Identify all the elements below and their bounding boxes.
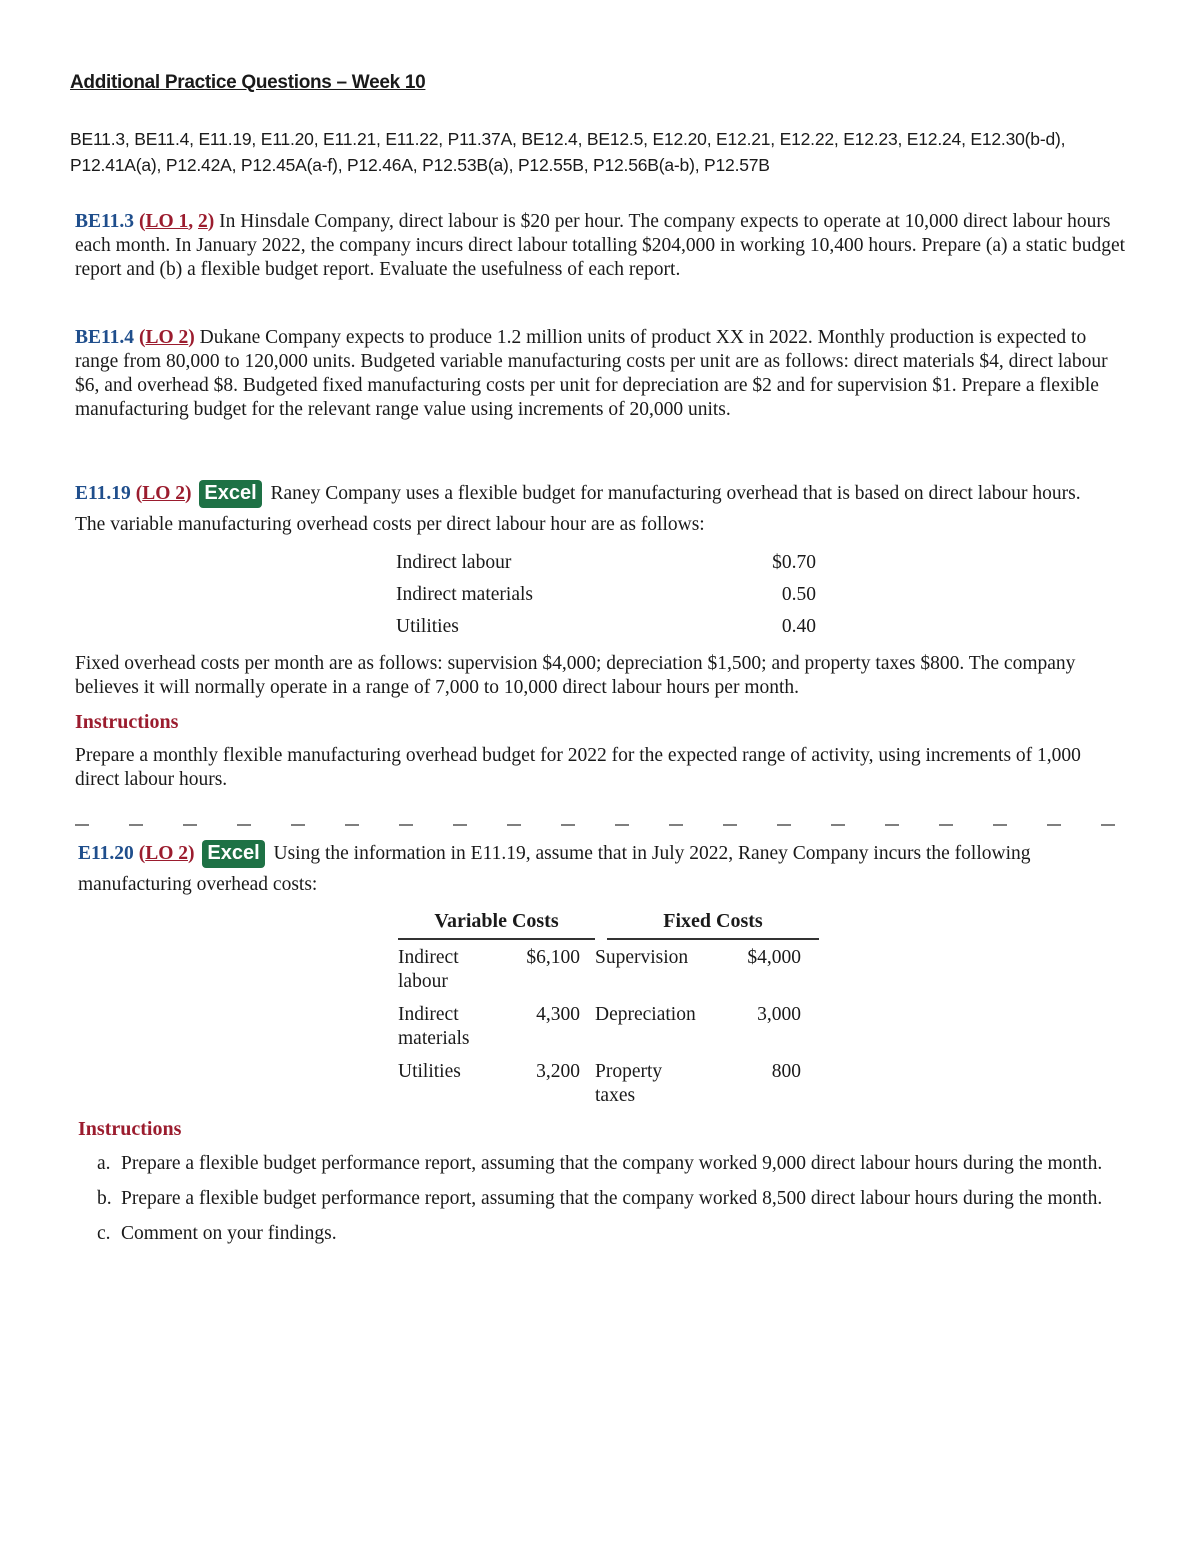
table-header-row bbox=[398, 906, 826, 940]
problem-text: Dukane Company expects to produce 1.2 million units of product XX in 2022. Monthly production is expected to range from 80,000 to 120,000 units. Budgeted variable manufacturing costs per unit are as follows: direct materials $4, direct labour $6, and overhead $8. Budgeted fixed manufacturing costs per unit for depreciation are $2 and for supervision $1. Prepare a flexible manufacturing budget for the relevant range value using increments of 20,000 units. bbox=[75, 327, 1108, 420]
problem-intro: Using the information in E11.19, assume that in July 2022, Raney Company incurs the following manufacturing overhead costs: bbox=[78, 843, 1031, 895]
table-row bbox=[398, 946, 826, 994]
list-item-text: Comment on your findings. bbox=[121, 1223, 337, 1244]
instructions-list bbox=[97, 1152, 1107, 1257]
variable-amount: 4,300 bbox=[536, 1004, 580, 1025]
table-row bbox=[396, 581, 816, 613]
lo-open: ( bbox=[138, 843, 146, 864]
lo-close: ) bbox=[188, 843, 195, 864]
lo-link[interactable]: LO 2 bbox=[145, 843, 188, 864]
document-title: Additional Practice Questions – Week 10 bbox=[70, 72, 426, 93]
problem-e11-20 bbox=[78, 838, 1098, 900]
list-item-text: Prepare a flexible budget performance report, assuming that the company worked 8,500 direct labour hours during the month. bbox=[121, 1188, 1103, 1209]
problem-text: In Hinsdale Company, direct labour is $20 per hour. The company expects to operate at 10,000 direct labour hours each month. In January 2022, the company incurs direct labour totalling $204,000 in working 10,400 hours. Prepare (a) a static budget report and (b) a flexible budget report. Evaluate the usefulness of each report. bbox=[75, 211, 1126, 280]
list-item bbox=[97, 1187, 1107, 1211]
fixed-item: Supervision bbox=[595, 947, 689, 968]
problem-id: E11.19 bbox=[75, 483, 131, 504]
cost-item: Utilities bbox=[396, 616, 459, 637]
problem-e11-19 bbox=[75, 478, 1115, 540]
variable-amount: $6,100 bbox=[526, 947, 580, 968]
lo-open: ( bbox=[138, 211, 146, 232]
table-row bbox=[398, 1003, 826, 1051]
list-item bbox=[97, 1222, 1107, 1246]
instructions-text: Prepare a monthly flexible manufacturing overhead budget for 2022 for the expected range of activity, using increments of 1,000 direct labour hours. bbox=[75, 745, 1081, 790]
lo-link[interactable]: LO 2 bbox=[142, 483, 185, 504]
cost-amount: $0.70 bbox=[772, 552, 816, 573]
overhead-cost-table bbox=[398, 906, 826, 1108]
variable-item: Indirect labour bbox=[398, 947, 459, 992]
cost-item: Indirect labour bbox=[396, 552, 512, 573]
lo-link-2[interactable]: 2 bbox=[198, 211, 208, 232]
instructions-heading: Instructions bbox=[78, 1118, 182, 1140]
problem-be11-4 bbox=[75, 326, 1130, 422]
problem-id: BE11.3 bbox=[75, 211, 135, 232]
table-row bbox=[396, 613, 816, 645]
lo-open: ( bbox=[138, 327, 146, 348]
variable-cost-table bbox=[396, 549, 816, 645]
fixed-amount: $4,000 bbox=[747, 947, 801, 968]
lo-link[interactable]: LO 1 bbox=[145, 211, 189, 232]
excel-badge[interactable]: Excel bbox=[202, 840, 264, 868]
lo-open: ( bbox=[135, 483, 143, 504]
variable-amount: 3,200 bbox=[536, 1061, 580, 1082]
lo-separator: , bbox=[188, 211, 198, 232]
problem-intro: Raney Company uses a flexible budget for manufacturing overhead that is based on direct labour hours. The variable manufacturing overhead costs per direct labour hour are as follows: bbox=[75, 483, 1081, 535]
variable-item: Utilities bbox=[398, 1061, 461, 1082]
table-row bbox=[398, 1060, 826, 1108]
cost-item: Indirect materials bbox=[396, 584, 533, 605]
list-item-text: Prepare a flexible budget performance report, assuming that the company worked 9,000 direct labour hours during the month. bbox=[121, 1153, 1103, 1174]
fixed-item: Property taxes bbox=[595, 1061, 663, 1106]
fixed-amount: 800 bbox=[771, 1061, 801, 1082]
fixed-overhead-text: Fixed overhead costs per month are as follows: supervision $4,000; depreciation $1,500; and property taxes $800. The company believes it will normally operate in a range of 7,000 to 10,000 direct labour hours per month. bbox=[75, 653, 1076, 698]
variable-costs-header: Variable Costs bbox=[398, 906, 595, 940]
fixed-item: Depreciation bbox=[595, 1004, 696, 1025]
problem-id: BE11.4 bbox=[75, 327, 135, 348]
variable-item: Indirect materials bbox=[398, 1004, 470, 1049]
cost-amount: 0.50 bbox=[781, 584, 816, 605]
practice-question-list: BE11.3, BE11.4, E11.19, E11.20, E11.21, E11.22, P11.37A, BE12.4, BE12.5, E12.20, E12.21, E12.22, E12.23, E12.24, E12.30(b-d), P12.41A(a), P12.42A, P12.45A(a-f), P12.46A, P12.53B(a), P12.55B, P12.56B(a-b), P12.57B bbox=[70, 129, 1066, 175]
lo-close: ) bbox=[185, 483, 192, 504]
lo-link[interactable]: LO 2 bbox=[145, 327, 189, 348]
fixed-amount: 3,000 bbox=[757, 1004, 801, 1025]
problem-be11-3 bbox=[75, 210, 1130, 282]
list-item bbox=[97, 1152, 1107, 1176]
table-row bbox=[396, 549, 816, 581]
list-marker: a. bbox=[97, 1153, 111, 1174]
list-marker: b. bbox=[97, 1188, 112, 1209]
excel-badge[interactable]: Excel bbox=[199, 480, 261, 508]
list-marker: c. bbox=[97, 1223, 111, 1244]
lo-close: ) bbox=[207, 211, 215, 232]
lo-close: ) bbox=[188, 327, 195, 348]
section-divider bbox=[75, 824, 1125, 826]
instructions-heading: Instructions bbox=[75, 711, 179, 733]
fixed-costs-header: Fixed Costs bbox=[607, 906, 819, 940]
problem-id: E11.20 bbox=[78, 843, 134, 864]
cost-amount: 0.40 bbox=[781, 616, 816, 637]
